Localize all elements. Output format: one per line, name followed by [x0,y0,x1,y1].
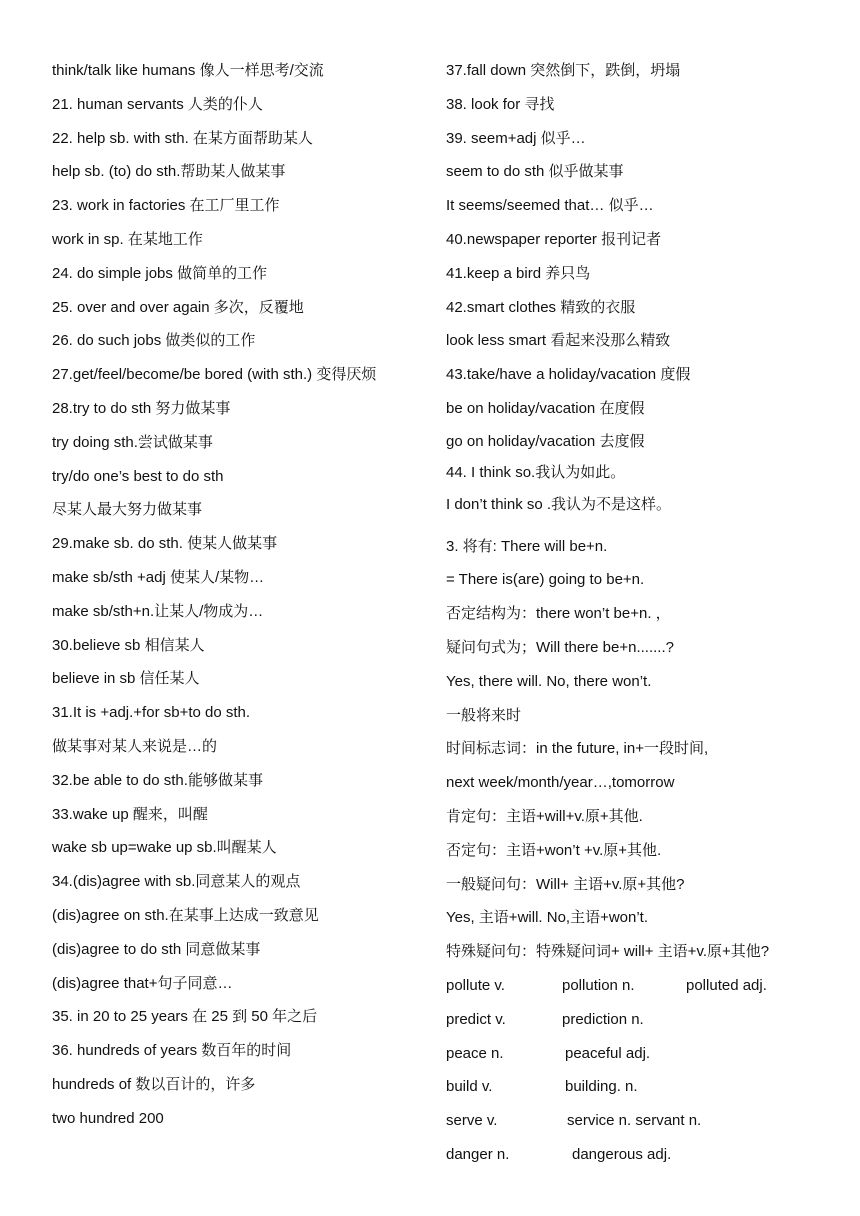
text-line: work in sp. 在某地工作 [52,230,203,248]
text-line: try doing sth.尝试做某事 [52,433,213,451]
word-form: building. n. [565,1078,638,1096]
text-line: 36. hundreds of years 数百年的时间 [52,1042,292,1060]
text-line: (dis)agree on sth.在某事上达成一致意见 [52,906,319,924]
text-line: 39. seem+adj 似乎… [446,129,586,147]
text-line: 否定句：主语+won’t +v.原+其他. [446,841,662,859]
text-line: 25. over and over again 多次，反覆地 [52,298,304,316]
right-column [446,54,846,1172]
text-line: two hundred 200 [52,1109,164,1127]
word-form: danger n. [446,1145,510,1163]
text-line: 28.try to do sth 努力做某事 [52,399,231,417]
word-forms-row [446,1138,846,1172]
text-line: 做某事对某人来说是…的 [52,737,218,755]
text-line: think/talk like humans 像人一样思考/交流 [52,62,324,79]
word-form: prediction n. [562,1010,644,1028]
text-line: 否定结构为：there won’t be+n. ， [446,605,671,623]
text-line: 31.It is +adj.+for sb+to do sth. [52,704,251,722]
text-line: 特殊疑问句：特殊疑问词+ will+ 主语+v.原+其他? [446,943,770,961]
text-line: be on holiday/vacation 在度假 [446,399,645,417]
text-line: 34.(dis)agree with sb.同意某人的观点 [52,873,301,891]
text-line: help sb. (to) do sth.帮助某人做某事 [52,163,286,181]
word-forms-row [446,969,846,1003]
text-line: 一般将来时 [446,706,522,724]
text-line: 21. human servants 人类的仆人 [52,95,263,113]
text-line: 3. 将有: There will be+n. [446,537,608,555]
text-line: try/do one’s best to do sth [52,467,224,485]
text-line: 29.make sb. do sth. 使某人做某事 [52,535,278,553]
word-form: peace n. [446,1044,504,1062]
word-form: serve v. [446,1112,498,1130]
text-line: (dis)agree that+句子同意… [52,974,233,992]
text-line: 30.believe sb 相信某人 [52,636,205,654]
text-line: make sb/sth +adj 使某人/某物… [52,568,265,586]
text-line: 24. do simple jobs 做简单的工作 [52,264,268,282]
text-line: 32.be able to do sth.能够做某事 [52,771,263,789]
text-line: go on holiday/vacation 去度假 [446,432,645,450]
text-line: 23. work in factories 在工厂里工作 [52,197,280,215]
word-form: pollute v. [446,976,505,994]
text-line: 26. do such jobs 做类似的工作 [52,332,256,350]
text-line: 疑问句式为；Will there be+n.......? [446,638,674,656]
text-line: 37.fall down 突然倒下，跌倒，坍塌 [446,62,681,79]
text-line: 35. in 20 to 25 years 在 25 到 50 年之后 [52,1008,318,1026]
text-line: wake sb up=wake up sb.叫醒某人 [52,839,277,857]
text-line: believe in sb 信任某人 [52,670,200,688]
word-forms-row [446,1104,846,1138]
word-forms-row [446,1070,846,1104]
text-line: next week/month/year…,tomorrow [446,774,675,792]
text-line: 42.smart clothes 精致的衣服 [446,298,636,316]
word-form: peaceful adj. [565,1044,651,1062]
text-line: 33.wake up 醒来，叫醒 [52,805,208,823]
left-column [52,54,412,1136]
text-line: 38. look for 寻找 [446,95,555,113]
text-line: 41.keep a bird 养只鸟 [446,264,591,282]
word-form: dangerous adj. [572,1145,672,1163]
text-line: = There is(are) going to be+n. [446,571,645,589]
text-line: 27.get/feel/become/be bored (with sth.) 变得厌烦 [52,366,377,384]
text-line: 44. I think so.我认为如此。 [446,463,626,481]
word-forms-row [446,1037,846,1071]
text-line: I don’t think so .我认为不是这样。 [446,495,672,513]
text-line: hundreds of 数以百计的，许多 [52,1075,256,1093]
word-form: service n. servant n. [567,1112,702,1130]
word-form: predict v. [446,1010,506,1028]
text-line: 43.take/have a holiday/vacation 度假 [446,366,691,384]
text-line: (dis)agree to do sth 同意做某事 [52,940,261,958]
word-form: build v. [446,1078,493,1096]
text-line: 时间标志词：in the future, in+一段时间, [446,740,709,758]
text-line: 22. help sb. with sth. 在某方面帮助某人 [52,129,313,147]
text-line: Yes, there will. No, there won’t. [446,672,652,690]
word-form: pollution n. [562,976,635,994]
word-forms-row [446,1003,846,1037]
text-line: look less smart 看起来没那么精致 [446,332,671,350]
text-line: Yes, 主语+will. No,主语+won’t. [446,909,649,927]
spacer [446,522,846,530]
text-line: 肯定句：主语+will+v.原+其他. [446,807,643,825]
word-form: polluted adj. [686,976,767,994]
text-line: 一般疑问句：Will+ 主语+v.原+其他? [446,875,685,893]
text-line: make sb/sth+n.让某人/物成为… [52,602,264,620]
text-line: 40.newspaper reporter 报刊记者 [446,230,662,248]
text-line: 尽某人最大努力做某事 [52,501,203,519]
text-line: It seems/seemed that… 似乎… [446,197,654,215]
word-forms-table [446,969,846,1172]
text-line: seem to do sth 似乎做某事 [446,163,624,181]
